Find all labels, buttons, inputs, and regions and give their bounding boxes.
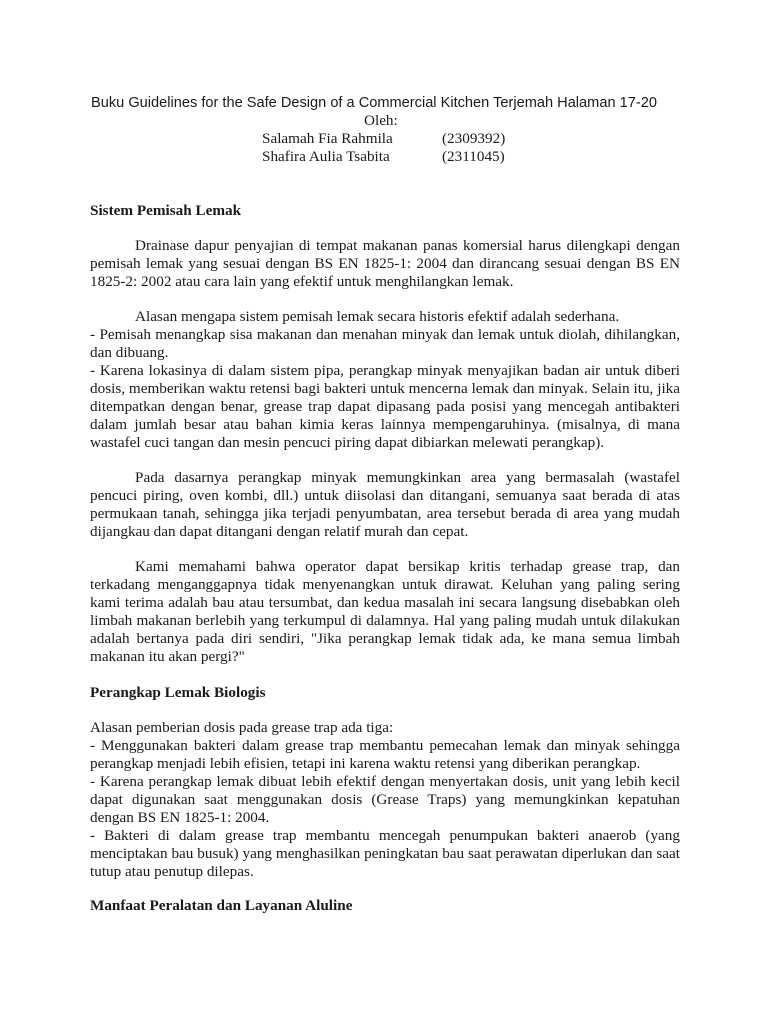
author-id: (2309392) xyxy=(442,130,506,147)
paragraph-intro: Alasan mengapa sistem pemisah lemak secara historis efektif adalah sederhana. xyxy=(135,308,620,325)
section-heading: Sistem Pemisah Lemak xyxy=(90,202,242,219)
section-heading: Manfaat Peralatan dan Layanan Aluline xyxy=(90,897,353,914)
bullet-item: - Bakteri di dalam grease trap membantu mencegah penumpukan bakteri anaerob (yang menciptakan bau busuk) yang menghasilkan peningkatan bau saat perawatan diperlukan dan saat tutup atau penutup dilepas. xyxy=(90,827,680,880)
section-heading: Perangkap Lemak Biologis xyxy=(90,684,266,701)
paragraph xyxy=(90,719,680,881)
paragraph xyxy=(90,308,680,452)
author-name: Shafira Aulia Tsabita xyxy=(262,148,390,165)
paragraph-intro: Alasan pemberian dosis pada grease trap ada tiga: xyxy=(90,719,394,736)
author-id: (2311045) xyxy=(442,148,505,165)
bullet-item: - Pemisah menangkap sisa makanan dan menahan minyak dan lemak untuk diolah, dihilangkan, dan dibuang. xyxy=(90,326,680,361)
document-title: Buku Guidelines for the Safe Design of a Commercial Kitchen Terjemah Halaman 17-20 xyxy=(91,95,657,111)
author-name: Salamah Fia Rahmila xyxy=(262,130,393,147)
byline: Oleh: xyxy=(364,112,398,129)
paragraph: Pada dasarnya perangkap minyak memungkinkan area yang bermasalah (wastafel pencuci piring, oven kombi, dll.) untuk diisolasi dan ditangani, semuanya saat berada di atas permukaan tanah, sehingga jika terjadi penyumbatan, area tersebut berada di area yang mudah dijangkau dan dapat ditangani dengan relatif murah dan cepat. xyxy=(90,469,680,540)
bullet-item: - Karena perangkap lemak dibuat lebih efektif dengan menyertakan dosis, unit yang lebih kecil dapat digunakan saat menggunakan dosis (Grease Traps) yang memungkinkan kepatuhan dengan BS EN 1825-1: 2004. xyxy=(90,773,680,826)
paragraph: Drainase dapur penyajian di tempat makanan panas komersial harus dilengkapi dengan pemisah lemak yang sesuai dengan BS EN 1825-1: 2004 dan dirancang sesuai dengan BS EN 1825-2: 2002 atau cara lain yang efektif untuk menghilangkan lemak. xyxy=(90,237,680,290)
bullet-item: - Menggunakan bakteri dalam grease trap membantu pemecahan lemak dan minyak sehingga perangkap menjadi lebih efisien, tetapi ini karena waktu retensi yang diberikan perangkap. xyxy=(90,737,680,772)
paragraph: Kami memahami bahwa operator dapat bersikap kritis terhadap grease trap, dan terkadang menganggapnya tidak menyenangkan untuk dirawat. Keluhan yang paling sering kami terima adalah bau atau tersumbat, dan kedua masalah ini secara langsung disebabkan oleh limbah makanan berlebih yang terkumpul di dalamnya. Hal yang paling mudah untuk dilakukan adalah bertanya pada diri sendiri, "Jika perangkap lemak tidak ada, ke mana semua limbah makanan itu akan pergi?" xyxy=(90,558,680,665)
bullet-item: - Karena lokasinya di dalam sistem pipa, perangkap minyak menyajikan badan air untuk diberi dosis, memberikan waktu retensi bagi bakteri untuk mencerna lemak dan minyak. Selain itu, jika ditempatkan dengan benar, grease trap dapat dipasang pada posisi yang mencegah antibakteri dalam jumlah besar atau bahan kimia keras lainnya mempengaruhinya. (misalnya, di mana wastafel cuci tangan dan mesin pencuci piring dapat dibiarkan melewati perangkap). xyxy=(90,362,680,451)
